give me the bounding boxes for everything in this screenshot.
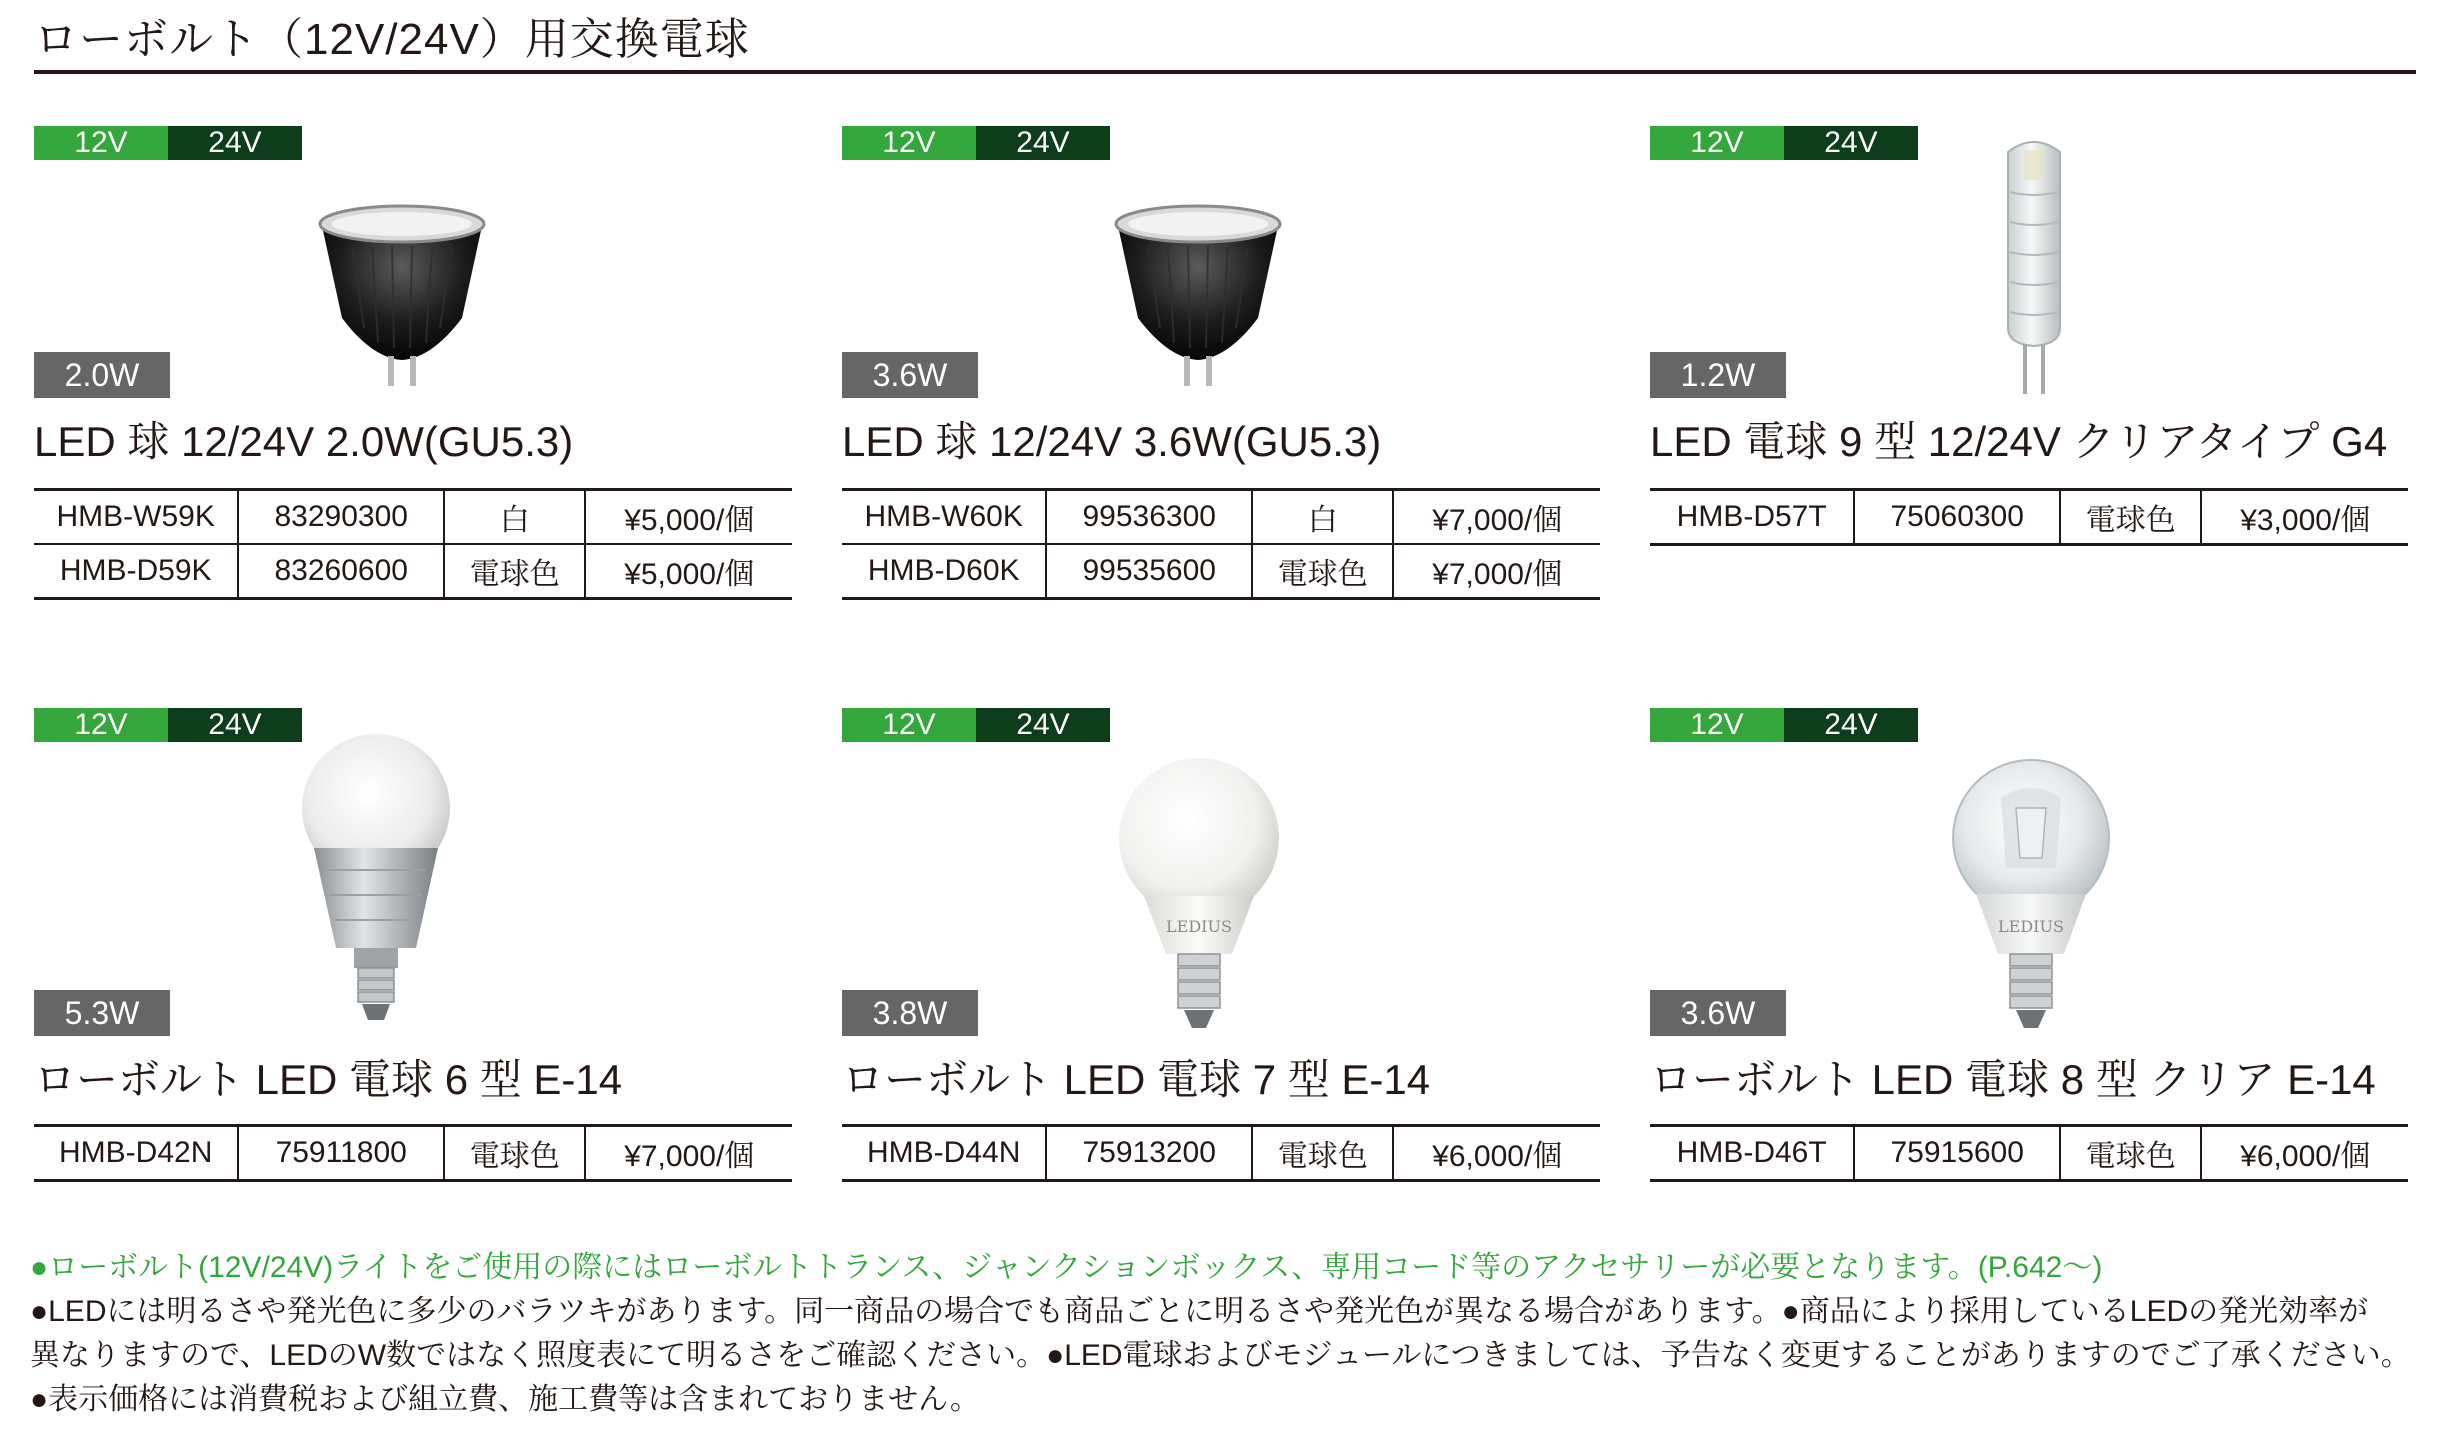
spec-table [842, 1124, 1600, 1182]
light-color: 電球色 [1252, 544, 1393, 599]
light-color: 電球色 [1252, 1126, 1393, 1181]
wattage-badge: 1.2W [1650, 352, 1786, 398]
product-card [34, 126, 794, 606]
table-row [1650, 490, 2408, 545]
voltage-12v-tag: 12V [34, 126, 168, 160]
wattage-badge: 5.3W [34, 990, 170, 1036]
spec-table [34, 1124, 792, 1182]
light-color: 電球色 [444, 1126, 585, 1181]
wattage-badge: 3.8W [842, 990, 978, 1036]
price: ¥5,000/個 [585, 490, 792, 545]
product-name: LED 球 12/24V 3.6W(GU5.3) [842, 418, 1382, 465]
table-row [34, 490, 792, 545]
product-code: 99535600 [1046, 544, 1252, 599]
wattage-badge: 2.0W [34, 352, 170, 398]
model-number: HMB-D42N [59, 1136, 213, 1169]
spec-table [1650, 1124, 2408, 1182]
table-row [1650, 1126, 2408, 1181]
voltage-12v-tag: 12V [842, 126, 976, 160]
light-color: 電球色 [2060, 1126, 2201, 1181]
model-number: HMB-D57T [1676, 500, 1827, 533]
voltage-24v-tag: 24V [976, 708, 1110, 742]
e14-clear-bulb-image [1946, 758, 2116, 1042]
product-code: 75911800 [238, 1126, 444, 1181]
model-number: HMB-D60K [867, 554, 1020, 587]
price-note: ●表示価格には消費税および組立費、施工費等は含まれておりません。 [30, 1383, 980, 1416]
mr16-bulb-image [312, 198, 492, 398]
light-color: 電球色 [2060, 490, 2201, 545]
table-row [842, 544, 1600, 599]
product-name: ローボルト LED 電球 7 型 E-14 [842, 1056, 1431, 1103]
price: ¥5,000/個 [585, 544, 792, 599]
price: ¥6,000/個 [2201, 1126, 2408, 1181]
product-code: 99536300 [1046, 490, 1252, 545]
voltage-12v-tag: 12V [1650, 708, 1784, 742]
price: ¥3,000/個 [2201, 490, 2408, 545]
table-row [34, 1126, 792, 1181]
accessory-note: ●ローボルト(12V/24V)ライトをご使用の際にはローボルトトランス、ジャンクションボックス、専用コード等のアクセサリーが必要となります。(P.642〜) [30, 1251, 2103, 1284]
notes-section [30, 1246, 2430, 1422]
voltage-tags [842, 126, 1110, 160]
price: ¥7,000/個 [585, 1126, 792, 1181]
voltage-24v-tag: 24V [168, 708, 302, 742]
spec-table [842, 488, 1600, 600]
model-number: HMB-W59K [34, 490, 238, 545]
light-color: 白 [1252, 490, 1393, 545]
product-name: LED 球 12/24V 2.0W(GU5.3) [34, 418, 574, 465]
product-name: ローボルト LED 電球 8 型 クリア E-14 [1650, 1056, 2376, 1103]
brightness-note: 異なりますので、LEDのW数ではなく照度表にて明るさをご確認ください。●LED電球およびモジュールにつきましては、予告なく変更することがありますのでご了承ください。 [30, 1339, 2411, 1372]
page-title: ローボルト（12V/24V）用交換電球 [34, 15, 750, 64]
product-code: 75915600 [1854, 1126, 2060, 1181]
price: ¥6,000/個 [1393, 1126, 1600, 1181]
bulb-brand-text: LEDIUS [1998, 917, 2064, 936]
model-number: HMB-D59K [59, 554, 212, 587]
voltage-tags [842, 708, 1110, 742]
voltage-tags [1650, 126, 1918, 160]
product-card [34, 708, 794, 1188]
price: ¥7,000/個 [1393, 490, 1600, 545]
voltage-tags [34, 708, 302, 742]
light-color: 電球色 [444, 544, 585, 599]
product-card [1650, 708, 2410, 1188]
product-card [842, 708, 1602, 1188]
product-code: 83290300 [238, 490, 444, 545]
product-code: 75913200 [1046, 1126, 1252, 1181]
product-name: LED 電球 9 型 12/24V クリアタイプ G4 [1650, 418, 2388, 465]
product-card [842, 126, 1602, 606]
table-row [34, 544, 792, 599]
wattage-badge: 3.6W [842, 352, 978, 398]
product-code: 83260600 [238, 544, 444, 599]
voltage-12v-tag: 12V [34, 708, 168, 742]
g4-capsule-bulb-image [1994, 132, 2074, 396]
voltage-24v-tag: 24V [1784, 708, 1918, 742]
voltage-tags [1650, 708, 1918, 742]
voltage-12v-tag: 12V [842, 708, 976, 742]
model-number: HMB-D46T [1676, 1136, 1827, 1169]
table-row [842, 490, 1600, 545]
voltage-tags [34, 126, 302, 160]
table-row [842, 1126, 1600, 1181]
wattage-badge: 3.6W [1650, 990, 1786, 1036]
price: ¥7,000/個 [1393, 544, 1600, 599]
product-name: ローボルト LED 電球 6 型 E-14 [34, 1056, 623, 1103]
voltage-24v-tag: 24V [1784, 126, 1918, 160]
mr16-bulb-image [1108, 198, 1288, 398]
title-rule [34, 70, 2416, 74]
bulb-brand-text: LEDIUS [1166, 917, 1232, 936]
light-color: 白 [444, 490, 585, 545]
voltage-12v-tag: 12V [1650, 126, 1784, 160]
e14-white-bulb-image [1114, 756, 1284, 1040]
voltage-24v-tag: 24V [168, 126, 302, 160]
model-number: HMB-W60K [842, 490, 1046, 545]
voltage-24v-tag: 24V [976, 126, 1110, 160]
spec-table [1650, 488, 2408, 546]
model-number: HMB-D44N [867, 1136, 1021, 1169]
variance-note: ●LEDには明るさや発光色に多少のバラツキがあります。同一商品の場合でも商品ごとに明るさや発光色が異なる場合があります。●商品により採用しているLEDの発光効率が [30, 1295, 2369, 1328]
e14-silver-bulb-image [296, 730, 456, 1030]
product-card [1650, 126, 2410, 606]
product-code: 75060300 [1854, 490, 2060, 545]
spec-table [34, 488, 792, 600]
